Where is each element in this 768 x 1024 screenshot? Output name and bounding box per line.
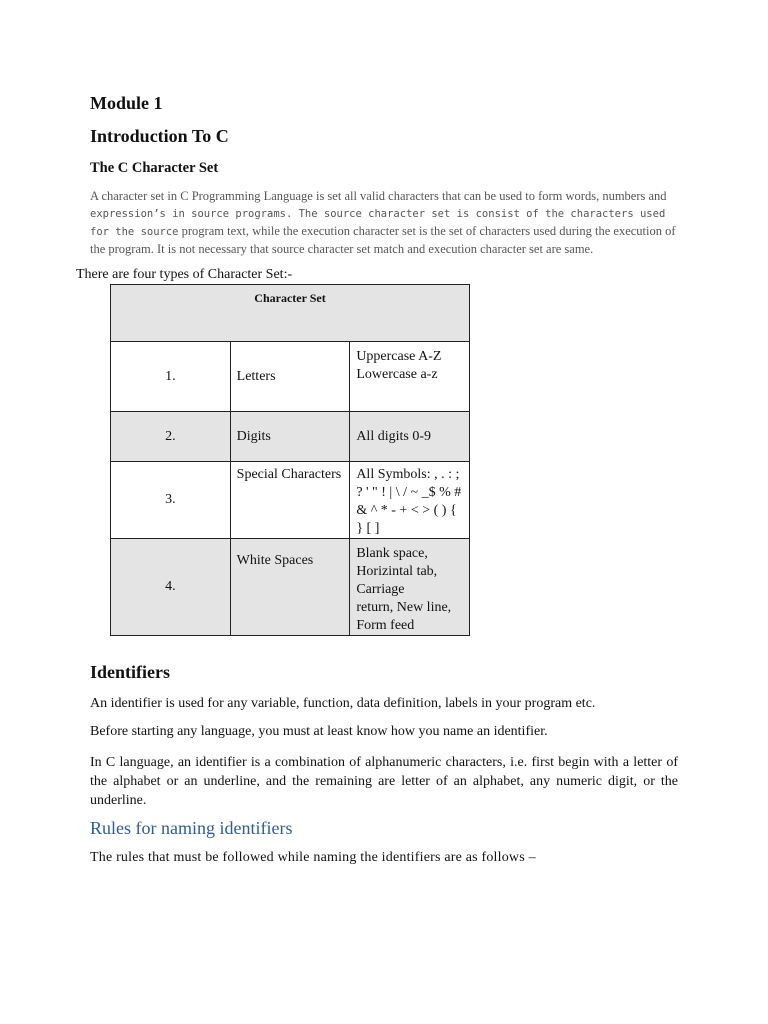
character-set-table (110, 284, 470, 636)
section-title: The C Character Set (90, 160, 219, 176)
row-description-line: & ^ * - + < > ( ) { } [ ] (356, 503, 457, 536)
intro-paragraph-part3: program text, while the execution character set is the set of characters used during the execution of the program. It is not necessary that source character set match and execution character set are same. (90, 224, 676, 256)
row-number: 1. (111, 342, 231, 412)
row-name: White Spaces (230, 539, 350, 636)
row-description-line: All Symbols: , . : ; ? ' " ! | \ / ~ _$ % # (356, 467, 462, 500)
row-name: Letters (230, 342, 350, 412)
row-number: 2. (111, 412, 231, 462)
row-name: Special Characters (230, 462, 350, 539)
row-description-line: All digits 0-9 (356, 428, 431, 444)
row-number: 4. (111, 539, 231, 636)
row-description-line: return, New line, Form feed (356, 600, 452, 633)
row-description-line: Blank space, Horizintal tab, Carriage (356, 546, 438, 597)
table-row (111, 539, 470, 636)
types-intro: There are four types of Character Set:- (76, 267, 293, 282)
table-row (111, 342, 470, 412)
row-name: Digits (230, 412, 350, 462)
row-number: 3. (111, 462, 231, 539)
intro-paragraph-part1: A character set in C Programming Language is set all valid characters that can be used to form words, numbers and (90, 189, 667, 203)
intro-paragraph (90, 188, 690, 258)
identifiers-title: Identifiers (90, 662, 170, 682)
table-row (111, 462, 470, 539)
row-description (350, 412, 470, 462)
row-description-line: Uppercase A-Z (356, 349, 442, 364)
table-row (111, 412, 470, 462)
intro-paragraph-part2: expression’s in source programs. The source character set is consist of the characters used for the source (90, 208, 666, 238)
table-header: Character Set (111, 285, 470, 342)
rules-intro: The rules that must be followed while naming the identifiers are as follows – (90, 850, 536, 865)
chapter-title: Introduction To C (90, 126, 229, 146)
identifiers-paragraph-3: In C language, an identifier is a combination of alphanumeric characters, i.e. first begin with a letter of the alphabet or an underline, and the remaining are letter of an alphabet, any numeric digit, or the underline. (90, 755, 678, 808)
row-description (350, 342, 470, 412)
row-description (350, 462, 470, 539)
row-description (350, 539, 470, 636)
identifiers-paragraph-2: Before starting any language, you must at least know how you name an identifier. (90, 724, 548, 739)
module-title: Module 1 (90, 93, 163, 113)
row-description-line: Lowercase a-z (356, 367, 438, 382)
rules-title: Rules for naming identifiers (90, 818, 293, 838)
identifiers-paragraph-1: An identifier is used for any variable, function, data definition, labels in your program etc. (90, 696, 596, 711)
